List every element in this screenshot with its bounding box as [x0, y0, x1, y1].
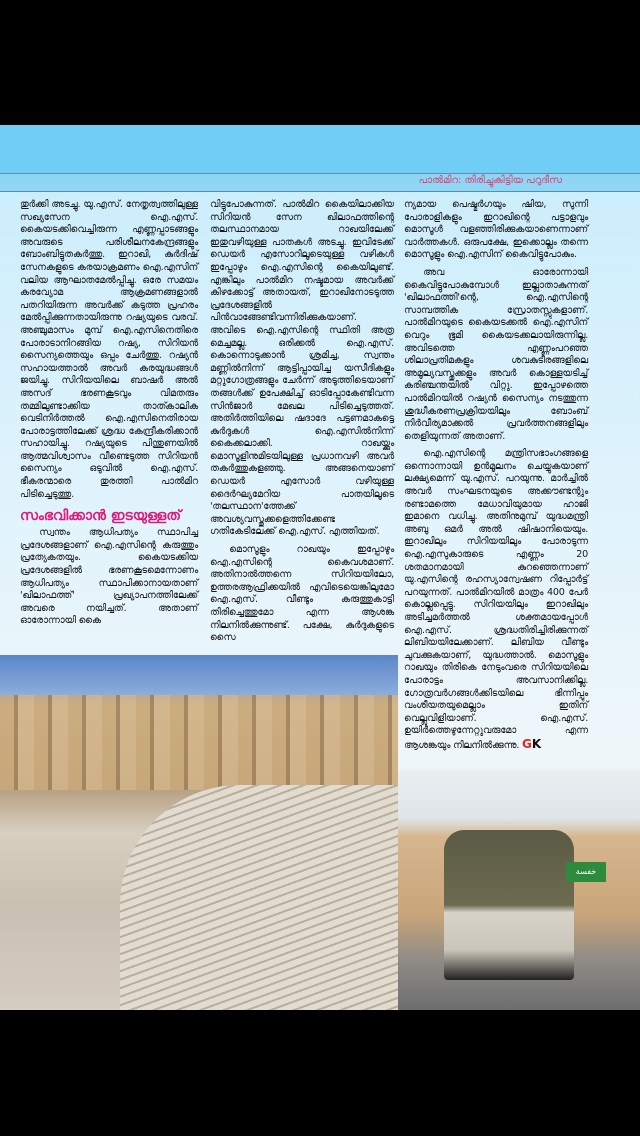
- paragraph: ന്യമായ പെഷ്മർഗയും ഷിയ, സുന്നി പോരാളികളും ഇറാഖിന്റെ പട്ടാളവും മൊസൂൾ വളഞ്ഞിരിക്കുകയാണെന്നാണ് വാർത്തകൾ. ഒരുപക്ഷേ, ഇക്കൊല്ലം തന്നെ മൊസൂളും ഐ.എസിന് കൈവിട്ടുപോകും.: [404, 199, 588, 261]
- paragraph: [404, 448, 588, 752]
- paragraph: തുർക്കി അടച്ചു. യു.എസ്. നേതൃത്വത്തിലുള്ള സഖ്യസേന ഐ.എസ്. കൈയടക്കിവെച്ചിരുന്ന എണ്ണപ്പാടങ്ങളും അവരുടെ പരിശീലനകേന്ദ്രങ്ങളും ബോംബിട്ടുതകർത്തു. ഇറാഖി, കുർദിഷ് സേനകളുടെ കരയാക്രമണം ഐ.എസിന് വലിയ ആഘാതമേൽപ്പിച്ചു. ഒരേ സമയം കരവ്യോമ ആക്രമണങ്ങളാൽ പതറിയിരുന്ന അവർക്ക് കടുത്ത പ്രഹരം മേൽപ്പിക്കുന്നതായിരുന്നു റഷ്യയുടെ വരവ്. അഞ്ചുമാസം മുമ്പ് ഐ.എസിനെതിരെ പോരാടാനിറങ്ങിയ റഷ്യ, സിറിയൻ സൈന്യത്തെയും ഒപ്പം ചേർത്തു. റഷ്യൻ സഹായത്താൽ അവർ കരയുദ്ധങ്ങൾ ജയിച്ചു. സിറിയയിലെ ബാഷർ അൽ അസദ് ഭരണകൂടവും വിമതരും തമ്മിലുണ്ടാക്കിയ താത്കാലിക വെടിനിർത്തൽ ഐ.എസിനെതിരായ പോരാട്ടത്തിലേക്ക് ശ്രദ്ധ കേന്ദ്രീകരിക്കാൻ സഹായിച്ചു. റഷ്യയുടെ പിന്തുണയിൽ ആത്മവിശ്വാസം വീണ്ടെടുത്ത സിറിയൻ സൈന്യം ഒടുവിൽ ഐ.എസ്. ഭീകരന്മാരെ തുരത്തി പാൽമിറ പിടിച്ചെടുത്തു.: [20, 199, 198, 500]
- paragraph: സ്വന്തം ആധിപത്യം സ്ഥാപിച്ച പ്രദേശങ്ങളാണ് ഐ.എസിന്റെ കരുത്തും പ്രത്യേകതയും. കൈയടക്കിയ പ്രദേശങ്ങളിൽ ഭരണകൂടമെന്നോണം ആധിപത്യം സ്ഥാപിക്കാനായതാണ് 'ഖിലാഫത്ത്' പ്രഖ്യാപനത്തിലേക്ക് അവരെ നയിച്ചത്. അതാണ് ഓരോന്നായി കൈ: [20, 527, 198, 627]
- paragraph-text: ഐ.എസിന്റെ മന്ത്രിസഭാംഗങ്ങളെ ഒന്നൊന്നായി ഉൻമൂലനം ചെയ്യുകയാണ് ലക്ഷ്യമെന്ന് യു.എസ്. പറയുന്നു. മാർച്ചിൽ അവർ സംഘടനയുടെ അക്കൗണ്ടന്റും രണ്ടാമത്തെ മേധാവിയുമായ ഹാജി ഇമാനെ വധിച്ചു. അതിനുമുമ്പ് യുദ്ധമന്ത്രി അബു ഒമർ അൽ ഷിഷാനിയെയും. ഇറാഖിലും സിറിയയിലും പോരാടുന്ന ഐ.എസുകാരുടെ എണ്ണം 20 ശതമാനമായി കുറഞ്ഞെന്നാണ് യു.എസിന്റെ രഹസ്യാന്വേഷണ റിപ്പോർട്ട് പറയുന്നത്. പാൽമിറയിൽ മാത്രം 400 പേർ കൊല്ലപ്പെട്ടു. സിറിയയിലും ഇറാഖിലും അടിച്ചമർത്തൽ ശക്തമായപ്പോൾ ഐ.എസ്. ശ്രദ്ധതിരിച്ചിരിക്കുന്നത് ലിബിയയിലേക്കാണ്. ലിബിയ വീണ്ടും ചുവക്കുകയാണ്, യുദ്ധത്താൽ. മൊസൂളും റാഖയും തിരികെ നേടുംവരെ സിറിയയിലെ പോരാട്ടം അവസാനിക്കില്ല. ഗോത്രവർഗങ്ങൾക്കിടയിലെ ഭിന്നിപ്പും വംശീയതയുമെല്ലാം ഇതിന് വെല്ലുവിളിയാണ്. ഐ.എസ്. ഉയിർത്തെഴുന്നേറ്റുവരുമോ എന്ന ആശങ്കയും നിലനിൽക്കുന്നു.: [404, 448, 588, 751]
- palmyra-theatre-photo: [0, 655, 398, 1010]
- theatre-steps: [120, 785, 398, 1010]
- article-column-2: [210, 199, 394, 645]
- soldiers-truck-photo: [398, 770, 640, 1010]
- running-title: പാൽമിറ: തിരിച്ചുകിട്ടിയ പറുദീസ: [418, 175, 562, 186]
- road-sign: خفسة: [566, 862, 606, 882]
- header-band: [0, 125, 640, 173]
- truck-with-soldiers: [444, 830, 574, 980]
- magazine-page: [0, 125, 640, 1010]
- paragraph: വിട്ടുപോകുന്നത്. പാൽമിറ കൈയിലാക്കിയ സിറിയൻ സേന ഖിലാഫത്തിന്റെ തലസ്ഥാനമായ റാഖയിലേക്ക് ഇതുവഴിയുള്ള പാതകൾ അടച്ചു. ഇവിടേക്ക് ഡെയർ എസോറിലൂടെയുള്ള വഴികൾ ഇപ്പോഴും ഐ.എസിന്റെ കൈയിലുണ്ട്. എങ്കിലും പാൽമിറ നഷ്ടമായ അവർക്ക് കിഴക്കോട്ട് അതായത്, ഇറാഖിനോടടുത്ത പ്രദേശങ്ങളിൽ പിൻവാങ്ങേണ്ടിവന്നിരിക്കുകയാണ്. അവിടെ ഐ.എസിന്റെ സ്ഥിതി അത്ര മെച്ചമല്ല. ഒരിക്കൽ ഐ.എസ്. കൊന്നൊടുക്കാൻ ശ്രമിച്ച, സ്വന്തം മണ്ണിൽനിന്ന് ആട്ടിപ്പായിച്ച യസീദികളും മറ്റുഗോത്രങ്ങളും ചേർന്ന് അടുത്തിടെയാണ് തങ്ങൾക്ക് ഉപേക്ഷിച്ച് ഓടിപ്പോകേണ്ടിവന്ന സിൻജാർ മേഖല പിടിച്ചെടുത്തത്. അതിർത്തിയിലെ ഷദാദേ പട്ടണമാകട്ടെ കുർദുകൾ ഐ.എസിൽനിന്ന് കൈക്കലാക്കി. റാഖയ്ക്കും മൊസൂളിനുമിടയിലുള്ള പ്രധാനവഴി അവർ തകർത്തുകളഞ്ഞു. അങ്ങനെയാണ് ഡെയർ എസോർ വഴിയുള്ള ദൈർഘ്യമേറിയ പാതയിലൂടെ 'തലസ്ഥാന'ത്തേക്ക് അവശ്യവസ്തുക്കളെത്തിക്കേണ്ട ഗതികേടിലേക്ക് ഐ.എസ്. എത്തിയത്.: [210, 199, 394, 538]
- running-header: [0, 173, 640, 192]
- end-mark-logo: GK: [522, 736, 542, 751]
- article-column-1: [20, 199, 198, 628]
- paragraph: അവ ഓരോന്നായി കൈവിട്ടുപോകുമ്പോൾ ഇല്ലാതാകുന്നത് 'ഖിലാഫത്തി'ന്റെ, ഐ.എസിന്റെ സാമ്പത്തിക സ്രോതസ്സുകളാണ്. പാൽമിറയുടെ കൈയടക്കൽ ഐ.എസിന് വെറും ഭൂമി കൈയടക്കലായിരുന്നില്ല. അവിടത്തെ എണ്ണംപറഞ്ഞ ശിലാപ്രതിമകളും ശവകുടീരങ്ങളിലെ അമൂല്യവസ്തുക്കളും അവർ കൊള്ളയടിച്ച് കരിഞ്ചന്തയിൽ വിറ്റു. ഇപ്പോഴത്തെ പാൽമിറയിൽ റഷ്യൻ സൈന്യം നടത്തുന്ന ശുദ്ധീകരണപ്രക്രിയയിലും ബോംബ് നിർവീര്യമാക്കൽ പ്രവർത്തനങ്ങളിലും തെളിയുന്നത് അതാണ്.: [404, 266, 588, 442]
- paragraph: മൊസൂളും റാഖയും ഇപ്പോഴും ഐ.എസിന്റെ കൈവശമാണ്. അതിനാൽത്തന്നെ സിറിയയിലോ, ഉത്തരആഫ്രിക്കയിൽ എവിടെയെങ്കിലുമോ ഐ.എസ്. വീണ്ടും കരുത്തുകാട്ടി തിരിച്ചെത്തുമോ എന്ന ആശങ്ക നിലനിൽക്കുന്നുണ്ട്. പക്ഷേ, കുർദുകളുടെ സൈ: [210, 544, 394, 644]
- article-column-3: [404, 199, 588, 753]
- subheading: സംഭവിക്കാൻ ഇടയുള്ളത്: [20, 508, 181, 525]
- ruins-colonnade: [0, 695, 398, 790]
